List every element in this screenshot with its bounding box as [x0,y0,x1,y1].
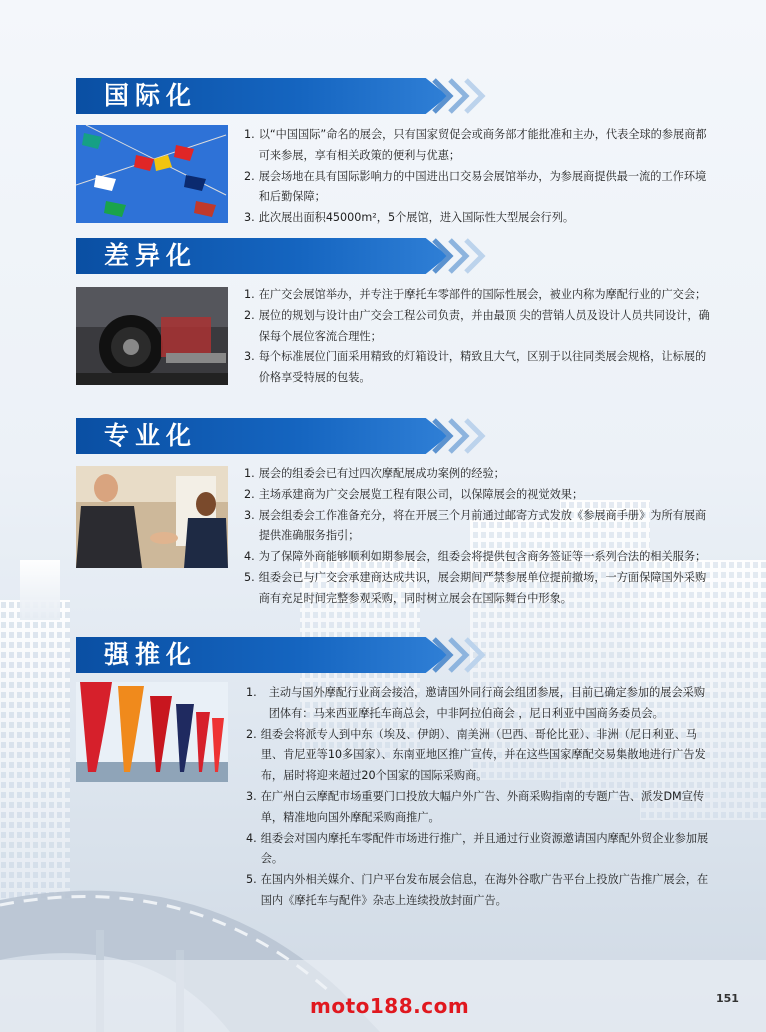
section-title-promotion: 强推化 [104,640,198,669]
list-item: 2. 主场承建商为广交会展览工程有限公司，以保障展会的视觉效果； [244,487,584,501]
photo-motorcycle [76,287,228,385]
chevron-arrows-icon [430,637,500,673]
list-item: 3. 每个标准展位门面采用精致的灯箱设计，精致且大气，区别于以往同类展会规格，让标展的价格享受特展的包装。 [244,350,707,385]
chevron-arrows-icon [430,238,500,274]
photo-handshake [76,466,228,568]
list-promotion [246,683,716,912]
list-item: 4. 组委会对国内摩托车零配件市场进行推广，并且通过行业资源邀请国内摩配外贸企业参加展会。 [246,831,709,866]
list-item: 2. 展位的规划与设计由广交会工程公司负责，并由最顶 尖的营销人员及设计人员共同设计，确保每个展位客流合理性； [244,308,710,343]
list-item: 5. 在国内外相关媒介、门户平台发布展会信息，在海外谷歌广告平台上投放广告推广展会，在国内《摩托车与配件》杂志上连续投放封面广告。 [246,873,709,907]
list-professionalization [244,464,714,610]
list-item: 1. 主动与国外摩配行业商会接洽，邀请国外同行商会组团参展，目前已确定参加的展会采购团体有：马来西亚摩托车商总会，中非阿拉伯商会 ，尼日利亚中国商务委员会。 [246,686,706,720]
page-number: 151 [716,992,739,1005]
chevron-arrows-icon [430,78,500,114]
list-item: 3. 在广州白云摩配市场重要门口投放大幅户外广告、外商采购指南的专题广告、派发DM宣传单，精准地向国外摩配采购商推广。 [246,789,705,824]
section-title-differentiation: 差异化 [104,241,198,270]
list-item: 1. 以“中国国际”命名的展会，只有国家贸促会或商务部才能批准和主办，代表全球的参展商都可来参展，享有相关政策的便利与优惠； [244,128,707,162]
list-item: 3. 展会组委会工作准备充分，将在开展三个月前通过邮寄方式发放《参展商手册》为所有展商提供准确服务指引； [244,508,707,543]
list-differentiation [244,285,714,389]
photo-banners [76,682,228,782]
list-item: 3. 此次展出面积45000m²，5个展馆，进入国际性大型展会行列。 [244,211,575,225]
list-item: 1. 展会的组委会已有过四次摩配展成功案例的经验； [244,467,505,480]
chevron-arrows-icon [430,418,500,454]
list-item: 4. 为了保障外商能够顺利如期参展会，组委会将提供包含商务签证等一系列合法的相关服务； [244,550,707,564]
section-title-internationalization: 国际化 [104,81,198,110]
list-item: 5. 组委会已与广交会承建商达成共识，展会期间严禁参展单位提前撤场，一方面保障国外采购商有充足时间完整参观采购，同时树立展会在国际舞台中形象。 [244,570,707,605]
list-item: 2. 组委会将派专人到中东（埃及、伊朗）、南美洲（巴西、哥伦比亚）、非洲（尼日利亚、马里、肯尼亚等10多国家）、东南亚地区推广宣传，并在这些国家摩配交易集散地进行广告发布，届时将迎来超过20个国家的国际采购商。 [246,727,706,783]
photo-flags [76,125,228,223]
list-internationalization [244,125,714,229]
list-item: 1. 在广交会展馆举办，并专注于摩托车零部件的国际性展会，被业内称为摩配行业的广交会； [244,288,707,301]
site-logo[interactable]: moto188.com [310,994,470,1018]
section-title-professionalization: 专业化 [104,421,198,450]
list-item: 2. 展会场地在具有国际影响力的中国进出口交易会展馆举办，为参展商提供最一流的工作环境和后勤保障； [244,169,707,204]
